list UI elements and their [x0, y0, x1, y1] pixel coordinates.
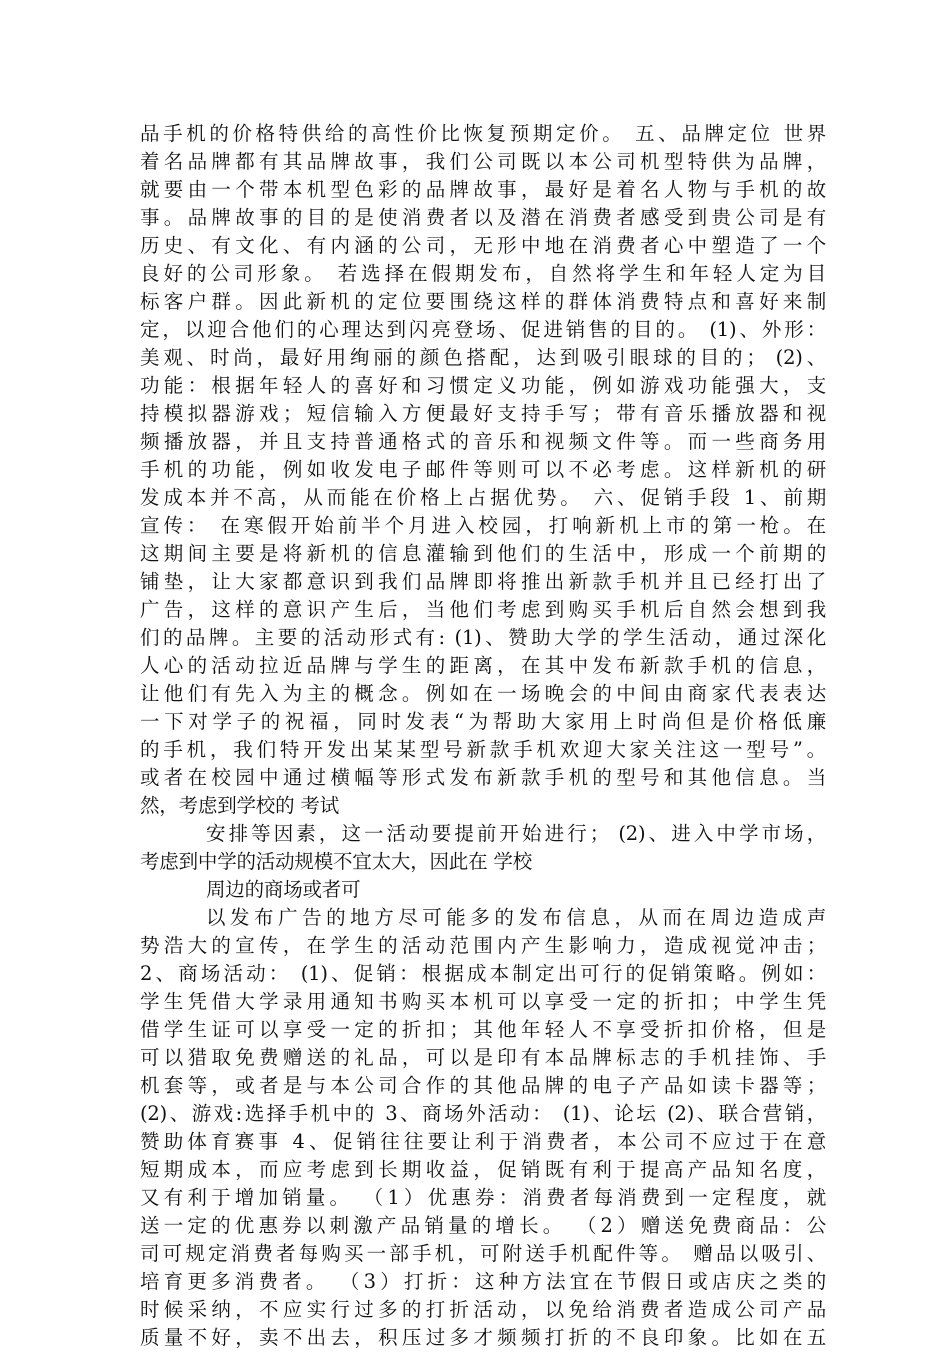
text-line: 频播放器，并且支持普通格式的音乐和视频文件等。而一些商务用	[140, 430, 826, 453]
text-line: 宣传： 在寒假开始前半个月进入校园，打响新机上市的第一枪。在	[140, 514, 826, 537]
text-line: 势浩大的宣传，在学生的活动范围内产生影响力，造成视觉冲击；	[140, 934, 826, 957]
text-line: 然，考虑到学校的 考试	[140, 794, 339, 817]
text-line: 培育更多消费者。 （3）打折：这种方法宜在节假日或店庆之类的	[140, 1270, 826, 1293]
text-line: 功能：根据年轻人的喜好和习惯定义功能，例如游戏功能强大，支	[140, 374, 826, 397]
text-line: 广告，这样的意识产生后，当他们考虑到购买手机后自然会想到我	[140, 598, 826, 621]
text-line: 们的品牌。主要的活动形式有: (1)、赞助大学的学生活动，通过深化	[140, 626, 826, 649]
text-line: 定，以迎合他们的心理达到闪亮登场、促进销售的目的。 (1)、外形：	[140, 318, 826, 341]
text-line: 人心的活动拉近品牌与学生的距离，在其中发布新款手机的信息，	[140, 654, 826, 677]
text-line: 以发布广告的地方尽可能多的发布信息，从而在周边造成声	[206, 906, 826, 929]
text-line: 事。品牌故事的目的是使消费者以及潜在消费者感受到贵公司是有	[140, 206, 826, 229]
text-line: 司可规定消费者每购买一部手机，可附送手机配件等。 赠品以吸引、	[140, 1242, 826, 1265]
text-line: 机套等，或者是与本公司合作的其他品牌的电子产品如读卡器等；	[140, 1074, 826, 1097]
text-line: 持模拟器游戏；短信输入方便最好支持手写；带有音乐播放器和视	[140, 402, 826, 425]
text-line: 良好的公司形象。 若选择在假期发布，自然将学生和年轻人定为目	[140, 262, 826, 285]
text-line: 让他们有先入为主的概念。例如在一场晚会的中间由商家代表表达	[140, 682, 826, 705]
text-line: 时候采纳，不应实行过多的打折活动，以免给消费者造成公司产品	[140, 1298, 826, 1321]
text-line: 美观、时尚，最好用绚丽的颜色搭配，达到吸引眼球的目的； (2)、	[140, 346, 826, 369]
text-line: 赞助体育赛事 4、促销往往要让利于消费者，本公司不应过于在意	[140, 1130, 826, 1153]
text-line: 着名品牌都有其品牌故事，我们公司既以本公司机型特供为品牌，	[140, 150, 826, 173]
text-line: 或者在校园中通过横幅等形式发布新款手机的型号和其他信息。当	[140, 766, 826, 789]
text-line: 2、商场活动： (1)、促销：根据成本制定出可行的促销策略。例如：	[140, 962, 826, 985]
document-body	[140, 120, 826, 1352]
text-line: 就要由一个带本机型色彩的品牌故事，最好是着名人物与手机的故	[140, 178, 826, 201]
text-line: 短期成本，而应考虑到长期收益，促销既有利于提高产品知名度，	[140, 1158, 826, 1181]
text-line: 品手机的价格特供给的高性价比恢复预期定价。 五、品牌定位 世界	[140, 122, 826, 145]
text-line: 历史、有文化、有内涵的公司，无形中地在消费者心中塑造了一个	[140, 234, 826, 257]
text-line: 这期间主要是将新机的信息灌输到他们的生活中，形成一个前期的	[140, 542, 826, 565]
text-line: 质量不好，卖不出去，积压过多才频频打折的不良印象。比如在五	[140, 1326, 826, 1349]
text-line: 的手机，我们特开发出某某型号新款手机欢迎大家关注这一型号”。	[140, 738, 826, 761]
text-line: 一下对学子的祝福，同时发表“为帮助大家用上时尚但是价格低廉	[140, 710, 826, 733]
text-line: 可以猎取免费赠送的礼品，可以是印有本品牌标志的手机挂饰、手	[140, 1046, 826, 1069]
text-line: 标客户群。因此新机的定位要围绕这样的群体消费特点和喜好来制	[140, 290, 826, 313]
text-line: 送一定的优惠券以刺激产品销量的增长。 （2）赠送免费商品：公	[140, 1214, 826, 1237]
text-line: 安排等因素，这一活动要提前开始进行； (2)、进入中学市场，	[206, 822, 826, 845]
text-line: 周边的商场或者可	[206, 878, 361, 901]
text-line: 借学生证可以享受一定的折扣；其他年轻人不享受折扣价格，但是	[140, 1018, 826, 1041]
text-line: 发成本并不高，从而能在价格上占据优势。 六、促销手段 1、前期	[140, 486, 826, 509]
text-line: 学生凭借大学录用通知书购买本机可以享受一定的折扣；中学生凭	[140, 990, 826, 1013]
text-line: 考虑到中学的活动规模不宜太大，因此在 学校	[140, 850, 532, 873]
text-line: 手机的功能，例如收发电子邮件等则可以不必考虑。这样新机的研	[140, 458, 826, 481]
text-line: (2)、游戏:选择手机中的 3、商场外活动： (1)、论坛 (2)、联合营销，	[140, 1102, 826, 1125]
text-line: 又有利于增加销量。 （1）优惠券：消费者每消费到一定程度，就	[140, 1186, 826, 1209]
text-line: 铺垫，让大家都意识到我们品牌即将推出新款手机并且已经打出了	[140, 570, 826, 593]
